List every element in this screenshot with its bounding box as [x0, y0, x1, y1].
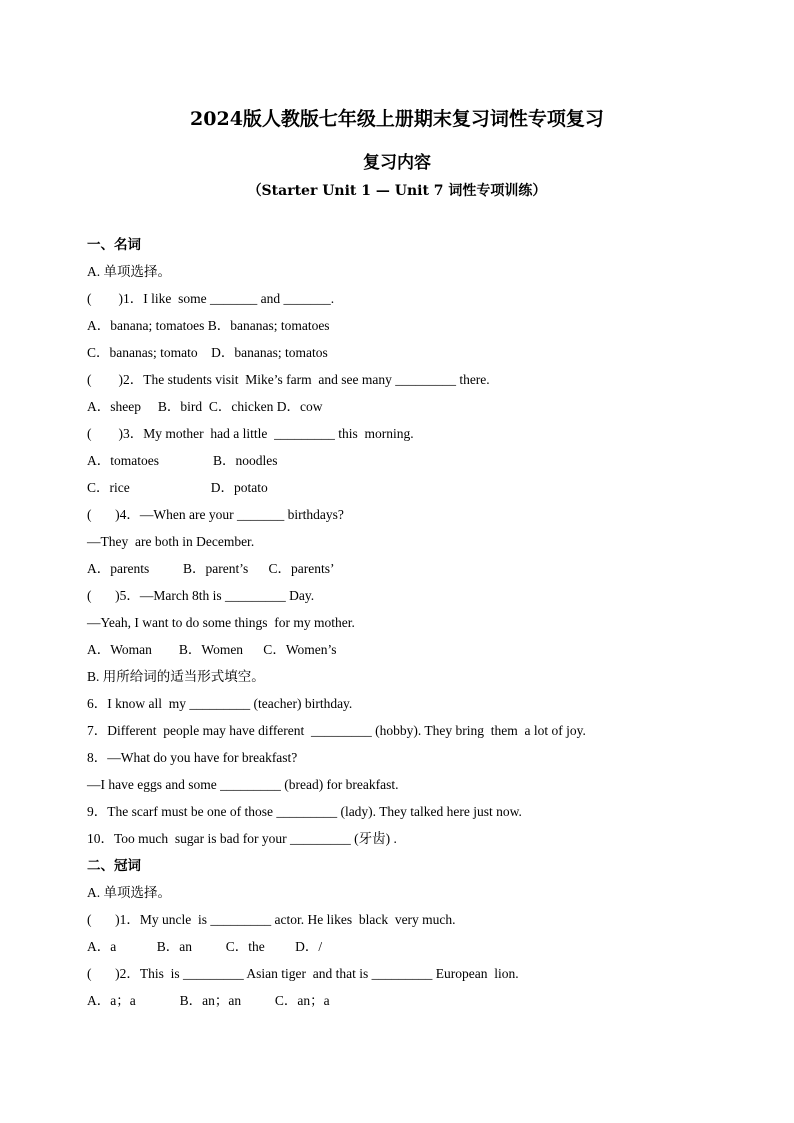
options-line: A．parents B．parent’s C．parents’: [87, 561, 335, 576]
question-line: ( )4．—When are your _______ birthdays?: [87, 507, 344, 522]
fill-blank-line: 6．I know all my _________ (teacher) birthday.: [87, 696, 353, 711]
fill-blank-line: 9．The scarf must be one of those _________ (lady). They talked here just now.: [87, 804, 522, 819]
question-line: ( )1．My uncle is _________ actor. He likes black very much.: [87, 912, 456, 927]
options-line: A．Woman B．Women C．Women’s: [87, 642, 337, 657]
question-line: ( )2．This is _________ Asian tiger and that is _________ European lion.: [87, 966, 519, 981]
fill-blank-line: 8．—What do you have for breakfast?: [87, 750, 298, 765]
document-subtitle: 复习内容: [363, 153, 431, 173]
section-heading-articles: 二、冠词: [87, 858, 141, 874]
question-line: ( )5．—March 8th is _________ Day.: [87, 588, 315, 603]
options-line: A．a B．an C．the D．/: [87, 939, 323, 954]
options-line: A．a；a B．an；an C．an；a: [87, 993, 330, 1008]
document-scope: （Starter Unit 1 — Unit 7 词性专项训练）: [247, 183, 547, 199]
section-heading-nouns: 一、名词: [87, 237, 141, 253]
part-a-heading: A. 单项选择。: [87, 264, 171, 279]
question-line: ( )1．I like some _______ and _______.: [87, 291, 335, 306]
options-line: A．sheep B．bird C．chicken D．cow: [87, 399, 323, 414]
part-a-heading: A. 单项选择。: [87, 885, 171, 900]
dialogue-line: —I have eggs and some _________ (bread) for breakfast.: [87, 777, 399, 792]
options-line: C．bananas; tomato D．bananas; tomatos: [87, 345, 328, 360]
options-line: A．tomatoes B．noodles: [87, 453, 278, 468]
fill-blank-line: 7．Different people may have different _________ (hobby). They bring them a lot of joy.: [87, 723, 586, 738]
question-line: ( )3．My mother had a little _________ this morning.: [87, 426, 414, 441]
document-title: 2024版人教版七年级上册期末复习词性专项复习: [190, 108, 604, 130]
question-line: ( )2．The students visit Mike’s farm and see many _________ there.: [87, 372, 490, 387]
options-line: A．banana; tomatoes B．bananas; tomatoes: [87, 318, 330, 333]
dialogue-line: —They are both in December.: [87, 534, 255, 549]
part-b-heading: B. 用所给词的适当形式填空。: [87, 669, 265, 684]
options-line: C．rice D．potato: [87, 480, 268, 495]
dialogue-line: —Yeah, I want to do some things for my mother.: [87, 615, 355, 630]
fill-blank-line: 10．Too much sugar is bad for your _________ (牙齿) .: [87, 831, 397, 846]
